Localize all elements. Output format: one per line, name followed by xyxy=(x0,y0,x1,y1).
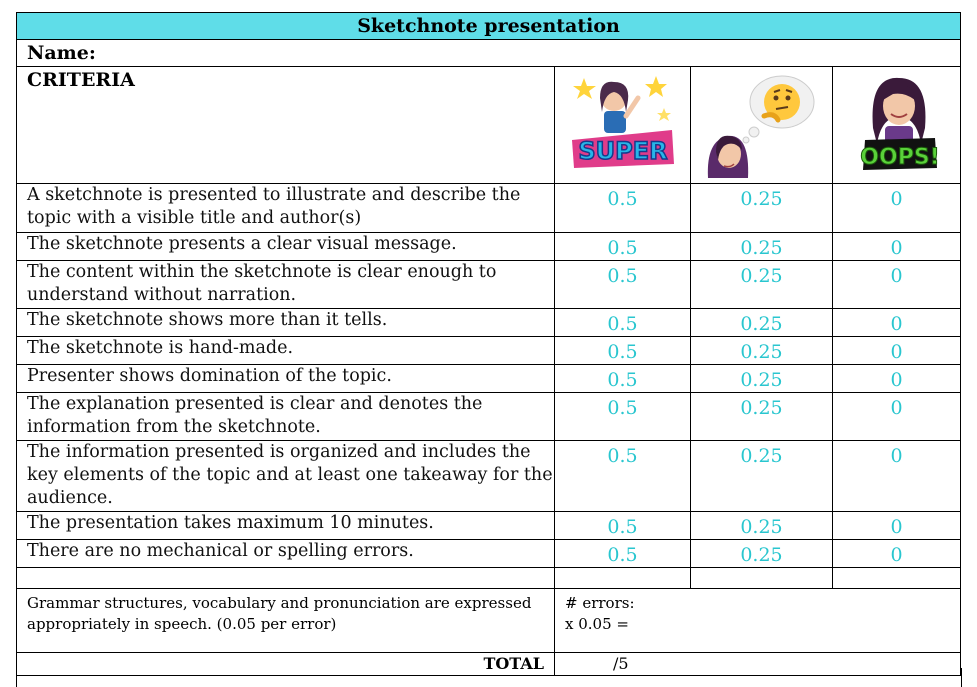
score-super[interactable]: 0.5 xyxy=(555,233,691,261)
score-oops[interactable]: 0 xyxy=(833,309,961,337)
total-value[interactable]: /5 xyxy=(555,653,961,676)
empty-cell xyxy=(833,568,961,589)
score-average[interactable]: 0.25 xyxy=(691,261,833,309)
score-super[interactable]: 0.5 xyxy=(555,441,691,512)
score-super[interactable]: 0.5 xyxy=(555,540,691,568)
grammar-criterion: Grammar structures, vocabulary and pronunciation are expressed appropriately in speech. (0.05 per error) xyxy=(17,589,555,653)
super-sticker-icon xyxy=(555,67,691,184)
score-oops[interactable]: 0 xyxy=(833,261,961,309)
criterion-text: The content within the sketchnote is clear enough to understand without narration. xyxy=(17,261,555,309)
criterion-text: There are no mechanical or spelling errors. xyxy=(17,540,555,568)
multiplier-label: x 0.05 = xyxy=(565,615,629,633)
score-average[interactable]: 0.25 xyxy=(691,337,833,365)
criterion-text: The explanation presented is clear and denotes the information from the sketchnote. xyxy=(17,393,555,441)
score-super[interactable]: 0.5 xyxy=(555,309,691,337)
score-oops[interactable]: 0 xyxy=(833,512,961,540)
criterion-text: The sketchnote shows more than it tells. xyxy=(17,309,555,337)
empty-cell xyxy=(555,568,691,589)
score-oops[interactable]: 0 xyxy=(833,184,961,233)
criterion-text: The information presented is organized and includes the key elements of the topic and at least one takeaway for the audience. xyxy=(17,441,555,512)
score-super[interactable]: 0.5 xyxy=(555,512,691,540)
score-oops[interactable]: 0 xyxy=(833,233,961,261)
empty-cell xyxy=(17,568,555,589)
criterion-text: A sketchnote is presented to illustrate and describe the topic with a visible title and author(s) xyxy=(17,184,555,233)
rubric-table xyxy=(16,12,961,676)
score-oops[interactable]: 0 xyxy=(833,393,961,441)
score-super[interactable]: 0.5 xyxy=(555,261,691,309)
criterion-text: Presenter shows domination of the topic. xyxy=(17,365,555,393)
score-oops[interactable]: 0 xyxy=(833,365,961,393)
super-text: SUPER xyxy=(577,137,668,165)
score-average[interactable]: 0.25 xyxy=(691,512,833,540)
score-average[interactable]: 0.25 xyxy=(691,233,833,261)
empty-cell xyxy=(691,568,833,589)
score-average[interactable]: 0.25 xyxy=(691,184,833,233)
page-bottom-border xyxy=(16,668,962,687)
thinking-sticker-icon xyxy=(691,67,833,184)
errors-label: # errors: xyxy=(565,594,635,612)
criterion-text: The sketchnote is hand-made. xyxy=(17,337,555,365)
criterion-text: The sketchnote presents a clear visual message. xyxy=(17,233,555,261)
score-oops[interactable]: 0 xyxy=(833,337,961,365)
grammar-score-cell[interactable] xyxy=(555,589,961,653)
score-average[interactable]: 0.25 xyxy=(691,540,833,568)
score-oops[interactable]: 0 xyxy=(833,540,961,568)
score-super[interactable]: 0.5 xyxy=(555,337,691,365)
criteria-header: CRITERIA xyxy=(17,67,555,184)
score-average[interactable]: 0.25 xyxy=(691,441,833,512)
rubric-title: Sketchnote presentation xyxy=(17,13,961,40)
score-super[interactable]: 0.5 xyxy=(555,393,691,441)
oops-text: OOPS! xyxy=(859,145,940,170)
score-super[interactable]: 0.5 xyxy=(555,365,691,393)
oops-sticker-icon xyxy=(833,67,961,184)
score-average[interactable]: 0.25 xyxy=(691,365,833,393)
criterion-text: The presentation takes maximum 10 minutes. xyxy=(17,512,555,540)
name-field[interactable]: Name: xyxy=(17,40,961,67)
score-oops[interactable]: 0 xyxy=(833,441,961,512)
total-label: TOTAL xyxy=(17,653,555,676)
score-average[interactable]: 0.25 xyxy=(691,309,833,337)
score-super[interactable]: 0.5 xyxy=(555,184,691,233)
score-average[interactable]: 0.25 xyxy=(691,393,833,441)
